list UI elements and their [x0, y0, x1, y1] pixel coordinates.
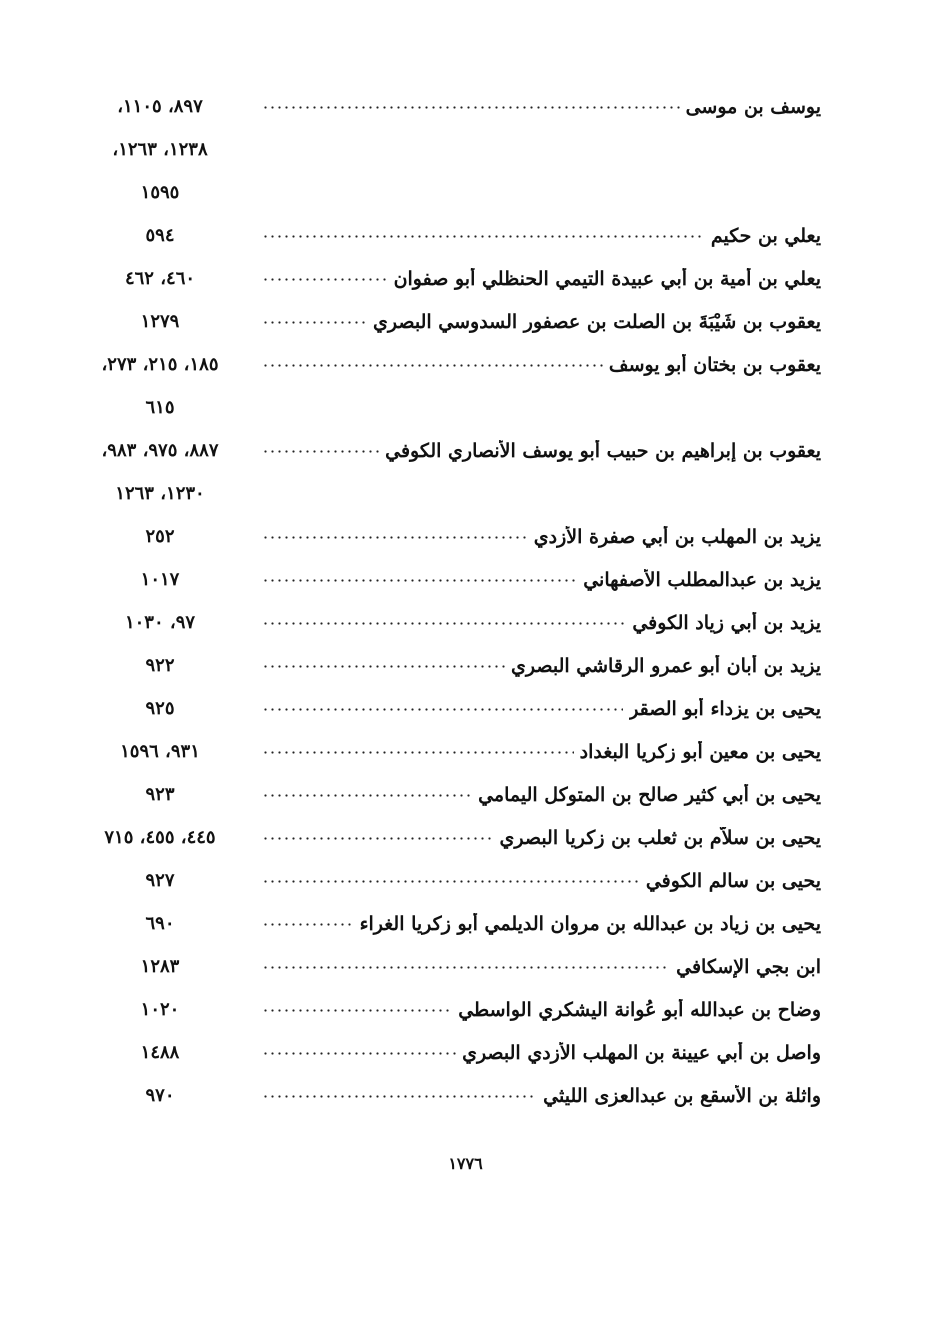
index-entry — [0, 995, 931, 1038]
entry-pages: ٩٢٣ — [145, 784, 175, 805]
index-entry — [0, 780, 931, 823]
entry-name: يعقوب بن شَيْبَةَ بن الصلت بن عصفور السدوسي البصري — [373, 311, 821, 333]
entry-pages: ١٨٥، ٢١٥، ٢٧٣، — [101, 354, 219, 375]
dot-leader — [262, 1095, 537, 1098]
dot-leader — [262, 235, 705, 238]
index-entry — [0, 866, 931, 909]
dot-leader — [262, 794, 472, 797]
entry-pages: ١٢٣٨، ١٢٦٣، — [112, 139, 208, 160]
entry-pages: ٨٩٧، ١١٠٥، — [117, 96, 203, 117]
index-entry — [0, 307, 931, 350]
entry-name: يزيد بن أبي زياد الكوفي — [632, 612, 821, 634]
entry-pages: ٦٩٠ — [145, 913, 175, 934]
index-entry — [0, 823, 931, 866]
dot-leader — [262, 837, 493, 840]
entry-name: يعقوب بن بختان أبو يوسف — [608, 354, 821, 376]
entry-name: يحيى بن سالم الكوفي — [645, 870, 821, 892]
entry-name: يحيى بن معين أبو زكريا البغداد — [579, 741, 821, 763]
index-entry — [0, 350, 931, 393]
entry-name: وضاح بن عبدالله أبو عُوانة اليشكري الواسطي — [458, 999, 821, 1021]
entry-pages: ٩٣١، ١٥٩٦ — [120, 741, 200, 762]
dot-leader — [262, 450, 379, 453]
dot-leader — [262, 536, 528, 539]
entry-pages: ٦١٥ — [145, 397, 175, 418]
index-entry — [0, 1081, 931, 1124]
name-index-list — [0, 92, 931, 1124]
index-entry — [0, 909, 931, 952]
entry-pages: ٩٧، ١٠٣٠ — [124, 612, 196, 633]
index-entry — [0, 393, 931, 436]
index-entry — [0, 221, 931, 264]
index-entry — [0, 952, 931, 995]
index-entry — [0, 135, 931, 178]
index-entry — [0, 694, 931, 737]
entry-pages: ٩٢٢ — [145, 655, 175, 676]
entry-pages: ٩٢٧ — [145, 870, 175, 891]
dot-leader — [262, 622, 626, 625]
entry-pages: ١٠١٧ — [140, 569, 180, 590]
entry-name: يزيد بن عبدالمطلب الأصفهاني — [583, 569, 821, 591]
entry-name: واصل بن أبي عيينة بن المهلب الأزدي البصري — [462, 1042, 821, 1064]
entry-name: يحيى بن يزداء أبو الصقر — [629, 698, 821, 720]
dot-leader — [262, 321, 367, 324]
entry-pages: ١٢٧٩ — [140, 311, 180, 332]
entry-pages: ١٤٨٨ — [140, 1042, 180, 1063]
dot-leader — [262, 106, 680, 109]
dot-leader — [262, 364, 603, 367]
entry-name: يوسف بن موسى — [685, 96, 821, 118]
entry-pages: ٥٩٤ — [145, 225, 175, 246]
dot-leader — [262, 966, 670, 969]
entry-pages: ١٥٩٥ — [140, 182, 180, 203]
index-entry — [0, 436, 931, 479]
index-entry — [0, 178, 931, 221]
entry-name: يعقوب بن إبراهيم بن حبيب أبو يوسف الأنصاري الكوفي — [385, 440, 821, 462]
index-entry — [0, 264, 931, 307]
entry-pages: ٨٨٧، ٩٧٥، ٩٨٣، — [101, 440, 219, 461]
entry-pages: ٩٧٠ — [145, 1085, 175, 1106]
page-number: ١٧٧٦ — [448, 1154, 483, 1173]
entry-name: يزيد بن المهلب بن أبي صفرة الأزدي — [533, 526, 821, 548]
index-entry — [0, 737, 931, 780]
entry-pages: ١٠٢٠ — [140, 999, 180, 1020]
dot-leader — [262, 1009, 452, 1012]
entry-pages: ٢٥٢ — [145, 526, 175, 547]
dot-leader — [262, 923, 354, 926]
entry-pages: ١٢٨٣ — [140, 956, 180, 977]
entry-name: ابن بجي الإسكافي — [676, 956, 821, 978]
entry-name: يحيى بن سلاَّم بن ثعلب بن زكريا البصري — [499, 827, 821, 849]
entry-name: يزيد بن أبان أبو عمرو الرقاشي البصري — [511, 655, 821, 677]
index-entry — [0, 1038, 931, 1081]
entry-pages: ٤٦٠، ٤٦٢ — [124, 268, 196, 289]
index-entry — [0, 479, 931, 522]
index-entry — [0, 651, 931, 694]
dot-leader — [262, 751, 574, 754]
dot-leader — [262, 278, 388, 281]
entry-pages: ١٢٣٠، ١٢٦٣ — [115, 483, 205, 504]
entry-name: واثلة بن الأسقع بن عبدالعزى الليثي — [543, 1085, 821, 1107]
entry-name: يعلي بن أمية بن أبي عبيدة التيمي الحنظلي أبو صفوان — [393, 268, 821, 290]
dot-leader — [262, 708, 623, 711]
dot-leader — [262, 1052, 456, 1055]
index-entry — [0, 608, 931, 651]
entry-name: يحيى بن أبي كثير صالح بن المتوكل اليمامي — [478, 784, 821, 806]
index-entry — [0, 92, 931, 135]
entry-pages: ٩٢٥ — [145, 698, 175, 719]
dot-leader — [262, 880, 640, 883]
dot-leader — [262, 579, 577, 582]
entry-name: يحيى بن زياد بن عبدالله بن مروان الديلمي أبو زكريا الغراء — [359, 913, 821, 935]
entry-name: يعلي بن حكيم — [710, 225, 821, 247]
index-entry — [0, 565, 931, 608]
index-entry — [0, 522, 931, 565]
dot-leader — [262, 665, 505, 668]
entry-pages: ٤٤٥، ٤٥٥، ٧١٥ — [104, 827, 216, 848]
